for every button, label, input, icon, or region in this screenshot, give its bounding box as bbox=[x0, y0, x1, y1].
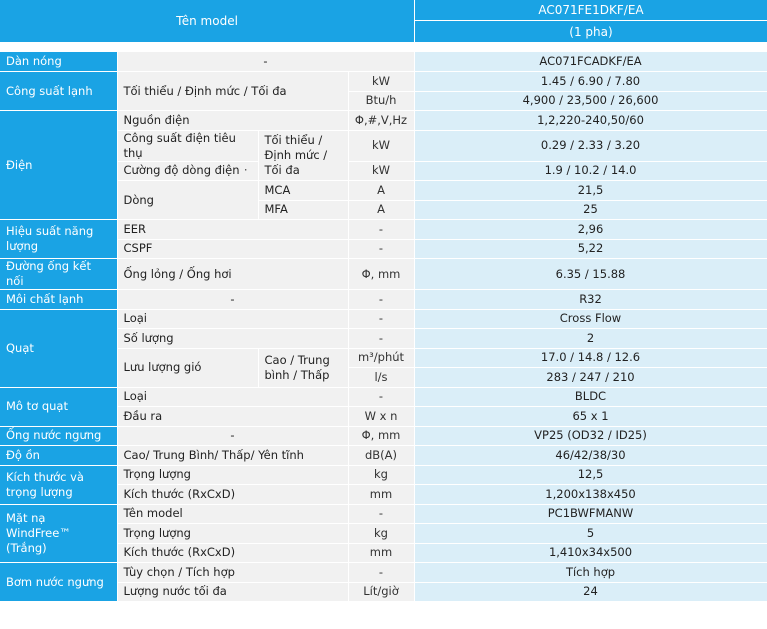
row-unit: dB(A) bbox=[348, 446, 414, 466]
row-value: 0.29 / 2.33 / 3.20 bbox=[414, 130, 767, 161]
row-unit: - bbox=[348, 239, 414, 259]
row-unit: - bbox=[348, 309, 414, 329]
header-gap bbox=[0, 42, 767, 52]
phase-label: (1 pha) bbox=[569, 24, 613, 39]
row-label: CSPF bbox=[117, 239, 348, 259]
row-value: R32 bbox=[414, 290, 767, 310]
row-category: Bơm nước ngưng bbox=[0, 563, 117, 602]
row-category: Môi chất lạnh bbox=[0, 290, 117, 310]
row-unit: mm bbox=[348, 485, 414, 505]
row-value: 25 bbox=[414, 200, 767, 220]
row-unit: kg bbox=[348, 465, 414, 485]
row-label: - bbox=[117, 426, 348, 446]
row-value: 17.0 / 14.8 / 12.6 bbox=[414, 348, 767, 368]
row-label: Cường độ dòng điện · bbox=[117, 161, 258, 181]
row-unit: kW bbox=[348, 72, 414, 92]
row-unit: Φ,#,V,Hz bbox=[348, 111, 414, 131]
row-value: 1.9 / 10.2 / 14.0 bbox=[414, 161, 767, 181]
row-label: - bbox=[117, 52, 414, 72]
row-label: Cao/ Trung Bình/ Thấp/ Yên tĩnh bbox=[117, 446, 348, 466]
table-row bbox=[0, 290, 767, 310]
row-value: AC071FCADKF/EA bbox=[414, 52, 767, 72]
row-unit: A bbox=[348, 181, 414, 201]
row-label: Tùy chọn / Tích hợp bbox=[117, 563, 348, 583]
row-value: 1,2,220-240,50/60 bbox=[414, 111, 767, 131]
row-label: Số lượng bbox=[117, 329, 348, 349]
row-value: 283 / 247 / 210 bbox=[414, 368, 767, 388]
row-category: Mô tơ quạt bbox=[0, 387, 117, 426]
row-value: VP25 (OD32 / ID25) bbox=[414, 426, 767, 446]
table-row bbox=[0, 387, 767, 407]
row-label: Kích thước (RxCxD) bbox=[117, 543, 348, 563]
row-value: 24 bbox=[414, 582, 767, 602]
row-sublabel: Tối thiểu / Định mức / Tối đa bbox=[258, 130, 348, 181]
row-value: 5 bbox=[414, 524, 767, 544]
row-unit: kg bbox=[348, 524, 414, 544]
row-value: 1,200x138x450 bbox=[414, 485, 767, 505]
row-value: BLDC bbox=[414, 387, 767, 407]
row-value: 6.35 / 15.88 bbox=[414, 259, 767, 290]
row-sublabel: MFA bbox=[258, 200, 348, 220]
row-label: Tối thiểu / Định mức / Tối đa bbox=[117, 72, 348, 111]
row-category: Độ ồn bbox=[0, 446, 117, 466]
row-category: Mặt nạ WindFree™ (Trắng) bbox=[0, 504, 117, 563]
row-unit: l/s bbox=[348, 368, 414, 388]
row-category: Dàn nóng bbox=[0, 52, 117, 72]
row-value: 21,5 bbox=[414, 181, 767, 201]
row-unit: Lít/giờ bbox=[348, 582, 414, 602]
row-category: Hiệu suất năng lượng bbox=[0, 220, 117, 259]
row-unit: - bbox=[348, 290, 414, 310]
table-row bbox=[0, 465, 767, 485]
row-category: Ống nước ngưng bbox=[0, 426, 117, 446]
row-value: 1,410x34x500 bbox=[414, 543, 767, 563]
row-value: 2 bbox=[414, 329, 767, 349]
row-unit: - bbox=[348, 504, 414, 524]
table-row bbox=[0, 111, 767, 131]
row-unit: mm bbox=[348, 543, 414, 563]
model-label: Tên model bbox=[176, 14, 238, 28]
row-label: Loại bbox=[117, 309, 348, 329]
row-unit: - bbox=[348, 387, 414, 407]
table-row bbox=[0, 446, 767, 466]
model-code: AC071FE1DKF/EA bbox=[538, 3, 644, 17]
table-row bbox=[0, 309, 767, 329]
table-row bbox=[0, 220, 767, 240]
row-sublabel: MCA bbox=[258, 181, 348, 201]
row-category: Điện bbox=[0, 111, 117, 220]
row-value: 4,900 / 23,500 / 26,600 bbox=[414, 91, 767, 111]
row-category: Công suất lạnh bbox=[0, 72, 117, 111]
table-row bbox=[0, 72, 767, 92]
table-row bbox=[0, 563, 767, 583]
row-unit: Φ, mm bbox=[348, 426, 414, 446]
row-unit: kW bbox=[348, 130, 414, 161]
row-label: EER bbox=[117, 220, 348, 240]
row-label: Công suất điện tiêu thụ bbox=[117, 130, 258, 161]
row-value: 5,22 bbox=[414, 239, 767, 259]
row-unit: Φ, mm bbox=[348, 259, 414, 290]
row-value: 12,5 bbox=[414, 465, 767, 485]
row-label: Dòng bbox=[117, 181, 258, 220]
row-label: Kích thước (RxCxD) bbox=[117, 485, 348, 505]
row-label: Loại bbox=[117, 387, 348, 407]
row-label: Tên model bbox=[117, 504, 348, 524]
row-unit: - bbox=[348, 329, 414, 349]
row-value: 2,96 bbox=[414, 220, 767, 240]
row-category: Kích thước và trọng lượng bbox=[0, 465, 117, 504]
spec-table bbox=[0, 52, 767, 602]
row-label: Lượng nước tối đa bbox=[117, 582, 348, 602]
row-value: 46/42/38/30 bbox=[414, 446, 767, 466]
row-value: Cross Flow bbox=[414, 309, 767, 329]
row-label: Nguồn điện bbox=[117, 111, 348, 131]
row-unit: kW bbox=[348, 161, 414, 181]
row-unit: Btu/h bbox=[348, 91, 414, 111]
row-value: 65 x 1 bbox=[414, 407, 767, 427]
table-row bbox=[0, 426, 767, 446]
row-label: Trọng lượng bbox=[117, 465, 348, 485]
row-value: 1.45 / 6.90 / 7.80 bbox=[414, 72, 767, 92]
row-category: Đường ống kết nối bbox=[0, 259, 117, 290]
table-row bbox=[0, 504, 767, 524]
row-label: - bbox=[117, 290, 348, 310]
row-value: PC1BWFMANW bbox=[414, 504, 767, 524]
row-value: Tích hợp bbox=[414, 563, 767, 583]
row-sublabel: Cao / Trung bình / Thấp bbox=[258, 348, 348, 387]
table-header bbox=[0, 0, 767, 42]
row-category: Quạt bbox=[0, 309, 117, 387]
row-unit: A bbox=[348, 200, 414, 220]
row-label: Lưu lượng gió bbox=[117, 348, 258, 387]
table-row bbox=[0, 259, 767, 290]
row-unit: - bbox=[348, 220, 414, 240]
row-unit: - bbox=[348, 563, 414, 583]
row-label: Trọng lượng bbox=[117, 524, 348, 544]
row-unit: W x n bbox=[348, 407, 414, 427]
row-label: Ống lỏng / Ống hơi bbox=[117, 259, 348, 290]
table-row bbox=[0, 52, 767, 72]
row-label: Đầu ra bbox=[117, 407, 348, 427]
row-unit: m³/phút bbox=[348, 348, 414, 368]
